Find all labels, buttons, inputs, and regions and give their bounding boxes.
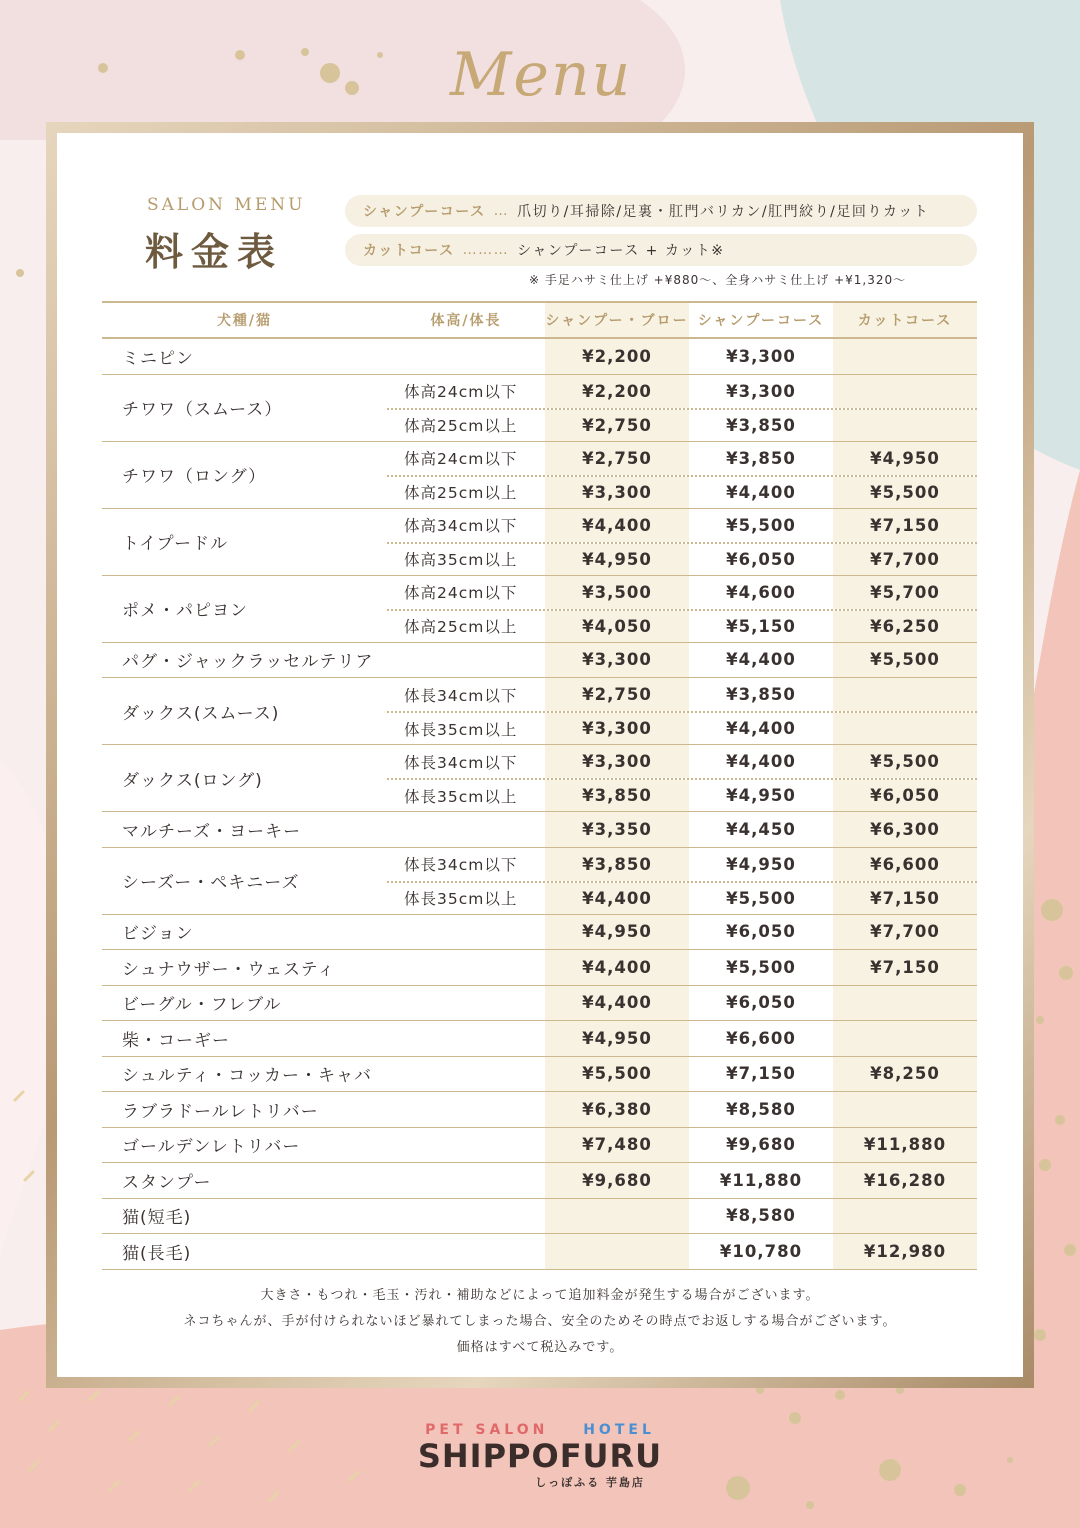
price-shampoo-blow: ¥2,750 bbox=[545, 442, 689, 475]
table-row bbox=[102, 375, 977, 442]
breed-name: シュナウザー・ウェスティ bbox=[122, 959, 336, 980]
size-label: 体高34cm以下 bbox=[404, 517, 518, 535]
price-shampoo-blow: ¥7,480 bbox=[545, 1128, 689, 1163]
size-rows bbox=[387, 812, 977, 847]
size-rows bbox=[387, 915, 977, 950]
size-row bbox=[387, 509, 977, 542]
price-shampoo-course: ¥4,400 bbox=[726, 719, 796, 738]
size-row bbox=[387, 986, 977, 1021]
size-row bbox=[387, 711, 977, 744]
price-shampoo-course: ¥4,400 bbox=[726, 650, 796, 670]
logo-hotel: HOTEL bbox=[583, 1422, 655, 1438]
price-shampoo-blow: ¥3,300 bbox=[545, 477, 689, 508]
menu-script-title: Menu bbox=[450, 40, 633, 110]
price-shampoo-blow: ¥4,400 bbox=[545, 509, 689, 542]
header-breed: 犬種/猫 bbox=[216, 313, 273, 329]
price-shampoo-blow: ¥3,850 bbox=[545, 848, 689, 881]
size-label bbox=[387, 1021, 545, 1056]
size-label: 体長34cm以下 bbox=[404, 856, 518, 874]
price-shampoo-course: ¥4,400 bbox=[726, 752, 796, 771]
price-cut-course: ¥5,500 bbox=[833, 643, 977, 678]
size-label: 体高35cm以上 bbox=[404, 551, 518, 569]
size-label: 体長34cm以下 bbox=[404, 686, 518, 705]
size-rows bbox=[387, 1234, 977, 1269]
table-row bbox=[102, 442, 977, 509]
price-shampoo-blow: ¥3,350 bbox=[545, 812, 689, 847]
size-label bbox=[387, 950, 545, 985]
table-row bbox=[102, 1199, 977, 1235]
size-row bbox=[387, 576, 977, 609]
price-cut-course bbox=[833, 1092, 977, 1127]
size-label: 体高24cm以下 bbox=[404, 450, 518, 468]
header-shampoo-course: シャンプーコース bbox=[697, 313, 825, 329]
price-shampoo-course: ¥4,950 bbox=[726, 786, 796, 805]
price-cut-course: ¥6,300 bbox=[833, 812, 977, 847]
salon-menu-label: SALON MENU bbox=[147, 195, 306, 215]
price-table bbox=[102, 301, 977, 1270]
size-rows bbox=[387, 986, 977, 1021]
price-cut-course: ¥7,150 bbox=[833, 950, 977, 985]
size-rows bbox=[387, 1021, 977, 1056]
size-row bbox=[387, 881, 977, 914]
size-row bbox=[387, 745, 977, 778]
price-shampoo-blow: ¥4,050 bbox=[545, 611, 689, 642]
breed-name: ビジョン bbox=[122, 924, 194, 945]
price-cut-course bbox=[833, 339, 977, 374]
breed-name: ラブラドールレトリバー bbox=[122, 1101, 319, 1122]
shop-logo bbox=[0, 1422, 1080, 1490]
course-note: ※ 手足ハサミ仕上げ +¥880～、全身ハサミ仕上げ +¥1,320～ bbox=[529, 273, 907, 287]
table-header bbox=[102, 301, 977, 339]
price-cut-course: ¥6,600 bbox=[833, 848, 977, 881]
size-rows bbox=[387, 1092, 977, 1127]
table-row bbox=[102, 1128, 977, 1164]
price-cut-course: ¥4,950 bbox=[833, 442, 977, 475]
table-row bbox=[102, 1092, 977, 1128]
price-shampoo-blow: ¥4,400 bbox=[545, 883, 689, 914]
price-cut-course bbox=[833, 1021, 977, 1056]
size-label bbox=[387, 339, 545, 374]
size-row bbox=[387, 1092, 977, 1127]
table-row bbox=[102, 950, 977, 986]
price-shampoo-blow: ¥4,950 bbox=[545, 915, 689, 950]
size-row bbox=[387, 950, 977, 985]
breed-name: チワワ（ロング） bbox=[122, 467, 267, 487]
price-shampoo-course: ¥3,300 bbox=[726, 381, 796, 401]
size-rows bbox=[387, 643, 977, 678]
table-row bbox=[102, 509, 977, 576]
price-shampoo-course: ¥9,680 bbox=[726, 1135, 796, 1155]
size-label bbox=[387, 1234, 545, 1269]
course-label: シャンプーコース bbox=[363, 204, 486, 220]
size-row bbox=[387, 1234, 977, 1269]
price-shampoo-blow: ¥4,950 bbox=[545, 544, 689, 575]
price-cut-course: ¥5,500 bbox=[833, 477, 977, 508]
size-label: 体長35cm以上 bbox=[404, 787, 518, 806]
price-shampoo-blow: ¥4,950 bbox=[545, 1021, 689, 1056]
breed-name: ダックス(ロング) bbox=[122, 770, 263, 791]
price-cut-course bbox=[833, 678, 977, 711]
price-shampoo-course: ¥4,950 bbox=[726, 854, 796, 874]
table-row bbox=[102, 848, 977, 915]
course-dots: … bbox=[493, 203, 510, 219]
size-rows bbox=[387, 745, 977, 811]
size-rows bbox=[387, 1057, 977, 1092]
size-label bbox=[387, 1163, 545, 1198]
price-shampoo-blow: ¥3,500 bbox=[545, 576, 689, 609]
price-shampoo-blow bbox=[545, 1234, 689, 1269]
size-label bbox=[387, 986, 545, 1021]
price-shampoo-course: ¥5,500 bbox=[726, 888, 796, 908]
size-row bbox=[387, 678, 977, 711]
table-body bbox=[102, 339, 977, 1270]
price-cut-course: ¥5,500 bbox=[833, 745, 977, 778]
size-row bbox=[387, 408, 977, 441]
price-cut-course: ¥16,280 bbox=[833, 1163, 977, 1198]
price-shampoo-course: ¥4,400 bbox=[726, 482, 796, 502]
breed-name: パグ・ジャックラッセルテリア bbox=[122, 652, 374, 673]
size-label bbox=[387, 915, 545, 950]
size-row bbox=[387, 542, 977, 575]
price-shampoo-course: ¥6,600 bbox=[726, 1028, 796, 1048]
table-row bbox=[102, 643, 977, 679]
size-label: 体長34cm以下 bbox=[404, 753, 518, 772]
size-row bbox=[387, 643, 977, 678]
price-shampoo-blow: ¥2,200 bbox=[545, 339, 689, 374]
price-shampoo-blow: ¥3,300 bbox=[545, 745, 689, 778]
size-row bbox=[387, 915, 977, 950]
price-shampoo-course: ¥6,050 bbox=[726, 549, 796, 569]
breed-name: ビーグル・フレブル bbox=[122, 995, 282, 1016]
size-label: 体高24cm以下 bbox=[404, 383, 518, 401]
price-cut-course bbox=[833, 986, 977, 1021]
size-row bbox=[387, 1057, 977, 1092]
footer-notes bbox=[57, 1283, 1023, 1361]
course-desc: 爪切り/耳掃除/足裏・肛門バリカン/肛門絞り/足回りカット bbox=[517, 204, 930, 220]
price-shampoo-course: ¥3,850 bbox=[726, 448, 796, 468]
breed-name: 猫(短毛) bbox=[122, 1208, 192, 1229]
price-shampoo-course: ¥8,580 bbox=[726, 1099, 796, 1119]
table-row bbox=[102, 339, 977, 375]
breed-name: マルチーズ・ヨーキー bbox=[122, 821, 302, 842]
size-label bbox=[387, 643, 545, 678]
size-rows bbox=[387, 509, 977, 575]
price-shampoo-course: ¥5,150 bbox=[726, 616, 796, 636]
price-shampoo-blow: ¥5,500 bbox=[545, 1057, 689, 1092]
price-cut-course: ¥8,250 bbox=[833, 1057, 977, 1092]
price-shampoo-course: ¥7,150 bbox=[726, 1064, 796, 1084]
price-shampoo-blow: ¥3,850 bbox=[545, 780, 689, 811]
breed-name: ミニピン bbox=[122, 348, 194, 369]
price-list-title: 料金表 bbox=[145, 230, 284, 274]
note-line: 価格はすべて税込みです。 bbox=[456, 1340, 624, 1355]
size-row bbox=[387, 778, 977, 811]
size-rows bbox=[387, 442, 977, 508]
price-cut-course: ¥7,700 bbox=[833, 544, 977, 575]
price-shampoo-course: ¥3,300 bbox=[726, 346, 796, 366]
price-shampoo-blow: ¥9,680 bbox=[545, 1163, 689, 1198]
price-shampoo-blow: ¥4,400 bbox=[545, 986, 689, 1021]
note-line: 大きさ・もつれ・毛玉・汚れ・補助などによって追加料金が発生する場合がございます。 bbox=[260, 1288, 820, 1303]
size-row bbox=[387, 609, 977, 642]
size-label bbox=[387, 1128, 545, 1163]
breed-name: ダックス(スムース) bbox=[122, 703, 280, 724]
size-row bbox=[387, 1199, 977, 1234]
price-cut-course: ¥6,050 bbox=[833, 780, 977, 811]
price-shampoo-course: ¥5,500 bbox=[726, 515, 796, 535]
table-row bbox=[102, 1057, 977, 1093]
size-label: 体長35cm以上 bbox=[404, 720, 518, 739]
size-label: 体高25cm以上 bbox=[404, 618, 518, 636]
price-shampoo-course: ¥6,050 bbox=[726, 922, 796, 942]
price-shampoo-blow: ¥3,300 bbox=[545, 643, 689, 678]
size-rows bbox=[387, 1199, 977, 1234]
breed-name: チワワ（スムース） bbox=[122, 400, 283, 420]
size-row bbox=[387, 1021, 977, 1056]
size-label bbox=[387, 1092, 545, 1127]
breed-name: 猫(長毛) bbox=[122, 1243, 192, 1264]
course-dots: ……… bbox=[462, 242, 510, 258]
breed-name: シーズー・ペキニーズ bbox=[122, 873, 300, 893]
size-label bbox=[387, 1199, 545, 1234]
breed-name: ゴールデンレトリバー bbox=[122, 1137, 301, 1158]
size-rows bbox=[387, 339, 977, 374]
table-row bbox=[102, 678, 977, 745]
table-row bbox=[102, 915, 977, 951]
table-row bbox=[102, 1021, 977, 1057]
size-label bbox=[387, 1057, 545, 1092]
course-label: カットコース bbox=[363, 243, 455, 259]
breed-name: 柴・コーギー bbox=[122, 1030, 230, 1051]
menu-frame bbox=[46, 122, 1034, 1388]
table-row bbox=[102, 986, 977, 1022]
price-cut-course: ¥7,150 bbox=[833, 883, 977, 914]
price-shampoo-blow: ¥2,200 bbox=[545, 375, 689, 408]
course-pill-shampoo bbox=[345, 195, 977, 227]
logo-subtitle: しっぽふる 芋島店 bbox=[535, 1476, 645, 1489]
table-row bbox=[102, 745, 977, 812]
size-rows bbox=[387, 950, 977, 985]
course-desc: シャンプーコース + カット※ bbox=[517, 243, 725, 259]
size-label: 体高24cm以下 bbox=[404, 584, 518, 602]
logo-wordmark: SHIPPOFURU bbox=[417, 1437, 663, 1475]
price-cut-course bbox=[833, 375, 977, 408]
size-rows bbox=[387, 678, 977, 744]
table-row bbox=[102, 812, 977, 848]
table-row bbox=[102, 1163, 977, 1199]
price-shampoo-course: ¥4,600 bbox=[726, 582, 796, 602]
price-shampoo-course: ¥3,850 bbox=[726, 685, 796, 704]
breed-name: スタンプー bbox=[122, 1172, 212, 1193]
price-shampoo-blow: ¥2,750 bbox=[545, 410, 689, 441]
size-row bbox=[387, 1163, 977, 1198]
logo-top-line bbox=[0, 1422, 1080, 1438]
price-shampoo-course: ¥4,450 bbox=[726, 819, 796, 839]
size-row bbox=[387, 848, 977, 881]
size-rows bbox=[387, 1163, 977, 1198]
size-rows bbox=[387, 1128, 977, 1163]
size-rows bbox=[387, 375, 977, 441]
price-cut-course bbox=[833, 410, 977, 441]
size-label: 体高25cm以上 bbox=[404, 484, 518, 502]
course-pill-cut bbox=[345, 234, 977, 266]
header-size: 体高/体長 bbox=[430, 313, 502, 329]
note-line: ネコちゃんが、手が付けられないほど暴れてしまった場合、安全のためその時点でお返しする場合がございます。 bbox=[183, 1314, 897, 1329]
menu-card bbox=[57, 133, 1023, 1377]
price-cut-course: ¥7,700 bbox=[833, 915, 977, 950]
price-cut-course bbox=[833, 1199, 977, 1234]
size-label: 体長35cm以上 bbox=[404, 890, 518, 908]
price-shampoo-course: ¥6,050 bbox=[726, 993, 796, 1013]
price-shampoo-course: ¥3,850 bbox=[726, 415, 796, 435]
price-cut-course: ¥11,880 bbox=[833, 1128, 977, 1163]
size-rows bbox=[387, 848, 977, 914]
price-shampoo-course: ¥10,780 bbox=[719, 1241, 803, 1261]
size-row bbox=[387, 1128, 977, 1163]
price-cut-course: ¥7,150 bbox=[833, 509, 977, 542]
price-shampoo-course: ¥5,500 bbox=[726, 957, 796, 977]
breed-name: ポメ・パピヨン bbox=[122, 601, 248, 621]
price-cut-course: ¥6,250 bbox=[833, 611, 977, 642]
size-label bbox=[387, 812, 545, 847]
price-shampoo-blow: ¥4,400 bbox=[545, 950, 689, 985]
header-shampoo-blow: シャンプー・ブロー bbox=[545, 303, 689, 337]
size-row bbox=[387, 475, 977, 508]
price-cut-course: ¥5,700 bbox=[833, 576, 977, 609]
price-shampoo-blow: ¥3,300 bbox=[545, 713, 689, 744]
price-cut-course: ¥12,980 bbox=[833, 1234, 977, 1269]
breed-name: シュルティ・コッカー・キャバ bbox=[122, 1066, 372, 1087]
price-shampoo-course: ¥11,880 bbox=[719, 1170, 803, 1190]
size-rows bbox=[387, 576, 977, 642]
price-shampoo-course: ¥8,580 bbox=[726, 1206, 796, 1226]
price-cut-course bbox=[833, 713, 977, 744]
price-shampoo-blow: ¥2,750 bbox=[545, 678, 689, 711]
size-label: 体高25cm以上 bbox=[404, 417, 518, 435]
size-row bbox=[387, 375, 977, 408]
breed-name: トイプードル bbox=[122, 534, 229, 554]
price-shampoo-blow: ¥6,380 bbox=[545, 1092, 689, 1127]
size-row bbox=[387, 812, 977, 847]
size-row bbox=[387, 442, 977, 475]
table-row bbox=[102, 1234, 977, 1270]
logo-pet-salon: PET SALON bbox=[425, 1422, 549, 1438]
header-cut-course: カットコース bbox=[833, 303, 977, 337]
size-row bbox=[387, 339, 977, 374]
price-shampoo-blow bbox=[545, 1199, 689, 1234]
table-row bbox=[102, 576, 977, 643]
